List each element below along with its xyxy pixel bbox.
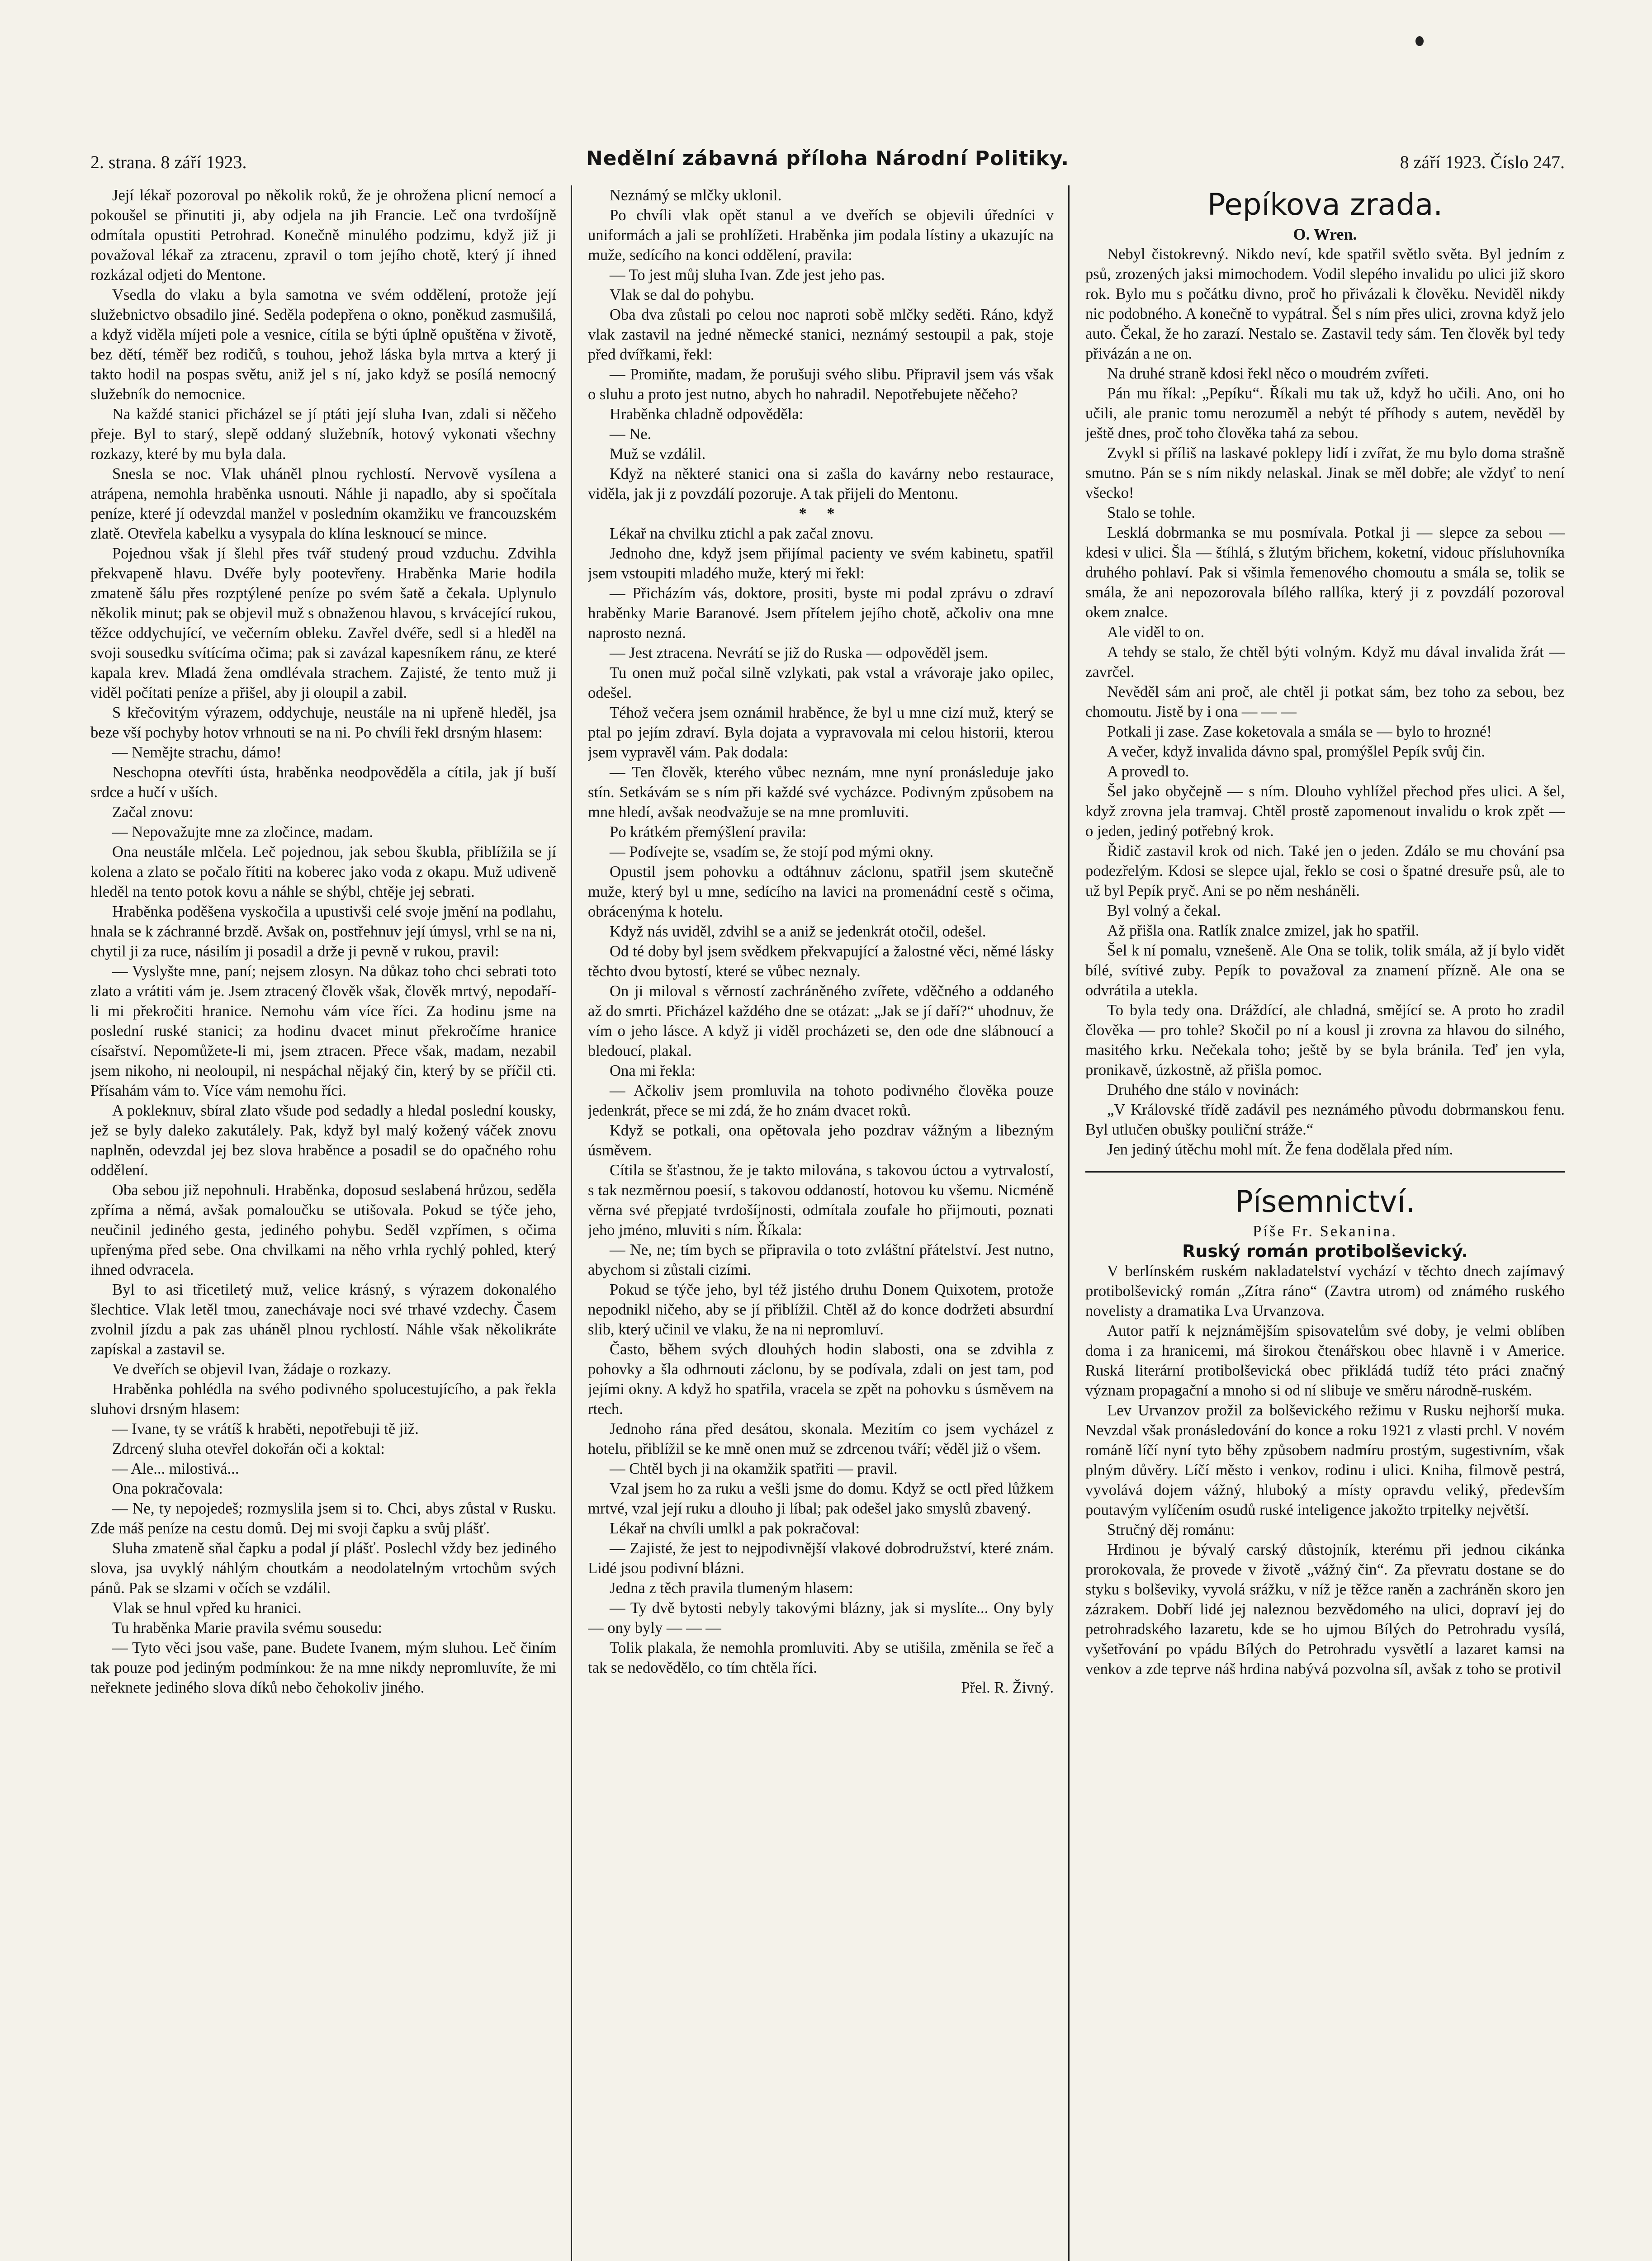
story-paragraph: — Tyto věci jsou vaše, pane. Budete Ivanem, mým sluhou. Leč činím tak pouze pod jediným podmínkou: že na mne nikdy nepromluvíte, že mi neřeknete jediného slova díků nebo čehokoliv jiného. (90, 1639, 556, 1696)
story-paragraph: Oba dva zůstali po celou noc naproti sobě mlčky seděti. Ráno, když vlak zastavil na jedné německé stanici, neznámý sestoupil a pak, stoje před dvířkami, řekl: (588, 306, 1054, 363)
article-paragraph: Jen jediný útěchu mohl mít. Že fena dodělala před ním. (1107, 1141, 1453, 1158)
article-paragraph: Stalo se tohle. (1107, 504, 1195, 521)
story-paragraph: Jednoho dne, když jsem přijímal pacienty ve svém kabinetu, spatřil jsem vstoupiti mladého muže, který mi řekl: (588, 545, 1054, 582)
page-header (90, 147, 1565, 179)
story-paragraph: Ve dveřích se objevil Ivan, žádaje o rozkazy. (112, 1361, 392, 1378)
story-paragraph: Neschopna otevříti ústa, hraběnka neodpověděla a cítila, jak jí buší srdce a hučí v uších. (90, 764, 556, 801)
story-paragraph: Muž se vzdálil. (610, 445, 706, 463)
article-paragraph: Šel k ní pomalu, vznešeně. Ale Ona se tolik, tolik smála, až jí bylo vidět bílé, svítivé zuby. Pepík to považoval za znamení přízně. Ale ona se odvrátila a utekla. (1085, 942, 1565, 999)
story-paragraph: Lékař na chvilku ztichl a pak začal znovu. (610, 525, 874, 542)
story-paragraph: Hraběnka chladně odpověděla: (610, 406, 804, 423)
story-paragraph: Oba sebou již nepohnuli. Hraběnka, doposud seslabená hrůzou, seděla zpříma a němá, avšak pomaloučku se utišovala. Pokud se týče jeho, neučinil jediného gesta, jediného pohybu. Seděl vzpřímen, s očima upřenýma před sebe. Ona chvilkami na něho vrhla rychlý pohled, který ihned odvracela. (90, 1182, 556, 1278)
story-paragraph: Od té doby byl jsem svědkem překvapující a žalostné věci, němé lásky těchto dvou bytostí, které se vůbec neznaly. (588, 943, 1054, 980)
story-paragraph: Ona mi řekla: (610, 1062, 696, 1079)
column-2 (588, 185, 1054, 2261)
story-paragraph: — Ale... milostivá... (112, 1460, 239, 1477)
story-paragraph: Ona neustále mlčela. Leč pojednou, jak sebou škubla, přiblížila se jí kolena a zlato se počalo řítiti na koberec jako voda z okapu. Muž udiveně hleděl na tento potok kovu a náhle se shýbl, chtěje jej sebrati. (90, 843, 556, 900)
story-paragraph: — Ty dvě bytosti nebyly takovými blázny, jak si myslíte... Ony byly — ony byly — — — (588, 1599, 1054, 1637)
story-paragraph: Tu onen muž počal silně vzlykati, pak vstal a vrávoraje jako opilec, odešel. (588, 664, 1054, 701)
story-paragraph: Její lékař pozoroval po několik roků, že je ohrožena plicní nemocí a pokoušel se přinutiti ji, aby odjela na jih Francie. Leč ona tvrdošíjně odmítala opustiti Petrohrad. Konečně minulého podzimu, když již ji považoval lékař za ztracenu, zpravil o tom jejího chotě, který jí ihned rozkázal odjeti do Mentone. (90, 187, 556, 284)
section-separator: * * (799, 505, 843, 522)
story-paragraph: — Zajisté, že jest to nejpodivnější vlakové dobrodružství, které znám. Lidé jsou podivní blázni. (588, 1540, 1054, 1577)
story-paragraph: Hraběnka pohlédla na svého podivného spolucestujícího, a pak řekla sluhovi drsným hlasem: (90, 1381, 556, 1418)
article-paragraph: Druhého dne stálo v novinách: (1107, 1081, 1299, 1098)
story-paragraph: Lékař na chvíli umlkl a pak pokračoval: (610, 1520, 860, 1537)
story-paragraph: — Ivane, ty se vrátíš k hraběti, nepotřebuji tě již. (112, 1420, 419, 1438)
story-paragraph: Po chvíli vlak opět stanul a ve dveřích se objevili úředníci v uniformách a jali se prohlížeti. Hraběnka jim podala lístiny a ukazujíc na muže, sedícího na konci oddělení, pravila: (588, 207, 1054, 264)
story-paragraph: Hraběnka poděšena vyskočila a upustivši celé svoje jmění na podlahu, hnala se k záchranné brzdě. Avšak on, postřehnuv její úmysl, vrhl se na ni, chytil ji za ruce, násilím ji posadil a drže ji pevně v rukou, pravil: (90, 903, 556, 960)
story-paragraph: Po krátkém přemýšlení pravila: (610, 823, 806, 841)
story-paragraph: Tu hraběnka Marie pravila svému sousedu: (112, 1619, 382, 1637)
story-paragraph: Cítila se šťastnou, že je takto milována, s takovou úctou a vytrvalostí, s tak nezměrnou poesií, s takovou oddaností, hotovou ku všemu. Nicméně věrna své přepjaté tvrdošíjnosti, odmítala zoufale ho přijmouti, poznati jeho jméno, mluviti s ním. Říkala: (588, 1162, 1054, 1239)
article-paragraph: A provedl to. (1107, 763, 1189, 780)
story-paragraph: — Chtěl bych ji na okamžik spatřiti — pravil. (610, 1460, 898, 1477)
story-paragraph: Zdrcený sluha otevřel dokořán oči a koktal: (112, 1440, 385, 1457)
article-author: O. Wren. (1293, 225, 1357, 243)
story-paragraph: Vsedla do vlaku a byla samotna ve svém oddělení, protože její služebnictvo obsadilo jiné. Seděla podepřena o okno, poněkud zasmušilá, a když viděla míjeti pole a vesnice, cítila se býti úplně opuštěna v životě, bez dětí, téměř bez rodičů, s touhou, jehož láska byla mrtva a který ji takto hodil na pospas světu, aniž jel s ní, jako když se posílá nemocný služebník do nemocnice. (90, 286, 556, 403)
story-paragraph: — Podívejte se, vsadím se, že stojí pod mými okny. (610, 843, 934, 861)
story-paragraph: Pojednou však jí šlehl přes tvář studený proud vzduchu. Zdvihla překvapeně hlavu. Dvéře byly pootevřeny. Hraběnka Marie hodila zmateně šálu přes rozptýlené peníze po svém šatě a čekala. Uplynulo několik minut; pak se objevil muž s obnaženou hlavou, s krvácející rukou, těžce oddychující, ve večerním obleku. Zavřel dvéře, sedl si a hleděl na svoji sousedku svítícíma očima; pak si zavázal kapesníkem ránu, ze které kapala krev. Mladá žena omdlévala strachem. Zajisté, že tento muž ji viděl počítati peníze a přišel, aby ji oloupil a zabil. (90, 545, 556, 701)
article-title: Pepíkova zrada. (1207, 187, 1443, 222)
header-date-left: 2. strana. 8 září 1923. (90, 152, 247, 172)
story-paragraph: Jedna z těch pravila tlumeným hlasem: (610, 1580, 853, 1597)
article-paragraph: A večer, když invalida dávno spal, promýšlel Pepík svůj čin. (1107, 743, 1486, 760)
story-paragraph: — Ačkoliv jsem promluvila na tohoto podivného člověka pouze jedenkrát, přece se mi zdá, že ho znám dvacet roků. (588, 1082, 1054, 1119)
story-paragraph: Pokud se týče jeho, byl též jistého druhu Donem Quixotem, protože nepodnikl ničeho, aby se jí přiblížil. Chtěl až do konce dodržeti absurdní slib, který učinil ve vlaku, že na ni nepromluví. (588, 1281, 1054, 1338)
column-3 (1085, 185, 1565, 2261)
section-title: Písemnictví. (1235, 1184, 1415, 1219)
story-paragraph: Vzal jsem ho za ruku a vešli jsme do domu. Když se octl před lůžkem mrtvé, vzal její ruku a dlouho ji líbal; pak odešel jako smyslů zbavený. (588, 1480, 1054, 1517)
section-subhead: Ruský román protibolševický. (1182, 1241, 1468, 1261)
story-paragraph: Na každé stanici přicházel se jí ptáti její sluha Ivan, zdali si něčeho přeje. Byl to starý, slepě oddaný služebník, hotový vykonati všechny rozkazy, které by mu byla dala. (90, 406, 556, 463)
article-paragraph: Řidič zastavil krok od nich. Také jen o jeden. Zdálo se mu chování psa podezřelým. Kdosi se slepce ujal, řeklo se cosi o špatné dresuře psů, ale to už byl Pepík pryč. Ani se po něm nesháněli. (1085, 842, 1565, 899)
article-paragraph: Pán mu říkal: „Pepíku“. Říkali mu tak už, když ho učili. Ano, oni ho učili, ale pranic tomu nerozuměl a nebýt té příhody s autem, nevěděl by ještě dnes, proč toho člověka tahá za sebou. (1085, 385, 1565, 442)
review-paragraph: Stručný děj románu: (1107, 1521, 1235, 1538)
header-date-right: 8 září 1923. Číslo 247. (1400, 152, 1565, 172)
article-paragraph: To byla tedy ona. Dráždící, ale chladná, smějící se. A proto ho zradil člověka — pro tohle? Skočil po ní a kousl ji zrovna za hlavou do silného, masitého krku. Nečekala toho; ještě by se byla bránila. Teď jen vyla, pronikavě, úzkostně, až přišla pomoc. (1085, 1002, 1565, 1078)
story-paragraph: On ji miloval s věrností zachráněného zvířete, vděčného a oddaného až do smrti. Přicházel každého dne se otázat: „Jak se jí daří?“ uhodnuv, že vím o jeho lásce. A když ji viděl procházeti se, den ode dne slábnoucí a bledoucí, plakal. (588, 983, 1054, 1060)
story-paragraph: — To jest můj sluha Ivan. Zde jest jeho pas. (610, 266, 885, 284)
article-paragraph: Ale viděl to on. (1107, 624, 1205, 641)
review-paragraph: Lev Urvanzov prožil za bolševického režimu v Rusku nejhorší muka. Nevzdal však pronásledování do konce a roku 1921 z vlasti prchl. V novém románě líčí nyní tyto běhy způsobem nadmíru prostým, sugestivním, však plným důvěry. Líčí město i venkov, rodinu i ulici. Kniha, filmově pestrá, vyvolává dojem vážný, hluboký a místy opravdu veliký, především poutavým vylíčením osudů ruské inteligence jakožto trpitelky největší. (1085, 1402, 1565, 1518)
story-paragraph: — Ne, ne; tím bych se připravila o toto zvláštní přátelství. Jest nutno, abychom si zůstali cizími. (588, 1241, 1054, 1278)
article-paragraph: Potkali ji zase. Zase koketovala a smála se — bylo to hrozné! (1107, 723, 1492, 740)
story-paragraph: Tolik plakala, že nemohla promluviti. Aby se utišila, změnila se řeč a tak se nedovědělo, co tím chtěla říci. (588, 1639, 1054, 1676)
story-paragraph: Když nás uviděl, zdvihl se a aniž se jedenkrát otočil, odešel. (610, 923, 986, 940)
article-paragraph: Šel jako obyčejně — s ním. Dlouho vyhlížel přechod přes ulici. A šel, když zrovna jela tramvaj. Chtěl prostě zapomenout invalidu o krok zpět — o jeden, jediný potřebný krok. (1085, 783, 1565, 840)
section-author: Píše Fr. Sekanina. (1253, 1223, 1397, 1240)
article-paragraph: Lesklá dobrmanka se mu posmívala. Potkal ji — slepce za sebou — kdesi v ulici. Šla — štíhlá, s žlutým břichem, koketní, vidouc přísluhovníka druhého pohlaví. Pak si všimla řemenového chomoutu a smála se, tolik se smála, že ani nepozorovala bílého rallíka, který ji z povzdálí pozoroval okem znalce. (1085, 524, 1565, 621)
review-paragraph: V berlínském ruském nakladatelství vychází v těchto dnech zajímavý protibolševický román „Zítra ráno“ (Zavtra utrom) od známého ruského novelisty a dramatika Lva Urvanzova. (1085, 1263, 1565, 1320)
story-paragraph: Začal znovu: (112, 804, 194, 821)
story-paragraph: Snesla se noc. Vlak uháněl plnou rychlostí. Nervově vysílena a atrápena, nemohla hraběnka usnouti. Náhle ji napadlo, aby si spočítala peníze, které jí odevzdal manžel v posledním okamžiku ve francouzském zlatě. Otevřela kabelku a vysypala do klína lesknoucí se mince. (90, 465, 556, 542)
story-paragraph: Když se potkali, ona opětovala jeho pozdrav vážným a libezným úsměvem. (588, 1122, 1054, 1159)
article-paragraph: Nebyl čistokrevný. Nikdo neví, kde spatřil světlo světa. Byl jedním z psů, zrozených jaksi mimochodem. Vodil slepého invalidu po ulici již skoro rok. Bylo mu s počátku divno, proč ho přivázali k člověku. Neviděl nikdy nic podobného. A konečně to vypátral. Šel s ním přes ulici, zrovna když jelo auto. Čekal, že ho zarazí. Nestalo se. Zastavil tedy sám. Ten člověk byl tedy přivázán a ne on. (1085, 246, 1565, 362)
story-paragraph: Opustil jsem pohovku a odtáhnuv záclonu, spatřil jsem skutečně muže, který byl u mne, sedícího na lavici na promenádní cestě s očima, obrácenýma k hotelu. (588, 863, 1054, 920)
column-divider (1068, 185, 1070, 2261)
story-paragraph: Často, během svých dlouhých hodin slabosti, ona se zdvihla z pohovky a šla odhrnouti záclonu, by se podívala, zdali on jest tam, pod jejími okny. A když ho spatřila, vracela se zpět na pohovku s úsměvem na rtech. (588, 1341, 1054, 1418)
story-paragraph: — Ne, ty nepojedeš; rozmyslila jsem si to. Chci, abys zůstal v Rusku. Zde máš peníze na cestu domů. Dej mi svoji čapku a svůj plášť. (90, 1500, 556, 1537)
translator-signature: Přel. R. Živný. (961, 1679, 1054, 1696)
story-paragraph: A pokleknuv, sbíral zlato všude pod sedadly a hledal poslední kousky, jež se byly daleko zakutálely. Pak, když byl malý kožený váček znovu naplněn, odevzdal jej bez slova hraběnce a posadil se do opačného rohu oddělení. (90, 1102, 556, 1179)
story-paragraph: Neznámý se mlčky uklonil. (610, 187, 782, 204)
article-paragraph: Na druhé straně kdosi řekl něco o moudrém zvířeti. (1107, 365, 1429, 382)
story-paragraph: Téhož večera jsem oznámil hraběnce, že byl u mne cizí muž, který se ptal po jejím zdraví. Byla dojata a vypravovala mi celou historii, kterou jsem vypravěl vám. Pak dodala: (588, 704, 1054, 761)
article-paragraph: Až přišla ona. Ratlík znalce zmizel, jak ho spatřil. (1107, 922, 1420, 939)
story-paragraph: — Ne. (610, 426, 652, 443)
article-paragraph: Zvykl si příliš na laskavé poklepy lidí i zvířat, že mu bylo doma strašně smutno. Pán se s ním nikdy nelaskal. Jinak se měl dobře; ale vždyť to není všecko! (1085, 445, 1565, 501)
story-paragraph: Jednoho rána před desátou, skonala. Mezitím co jsem vycházel z hotelu, přiblížil se ke mně onen muž se zdrcenou tváří; věděl již o všem. (588, 1420, 1054, 1457)
story-paragraph: — Promiňte, madam, že porušuji svého slibu. Připravil jsem vás však o sluhu a proto jest nutno, abych ho nahradil. Nepotřebujete něčeho? (588, 366, 1054, 403)
story-paragraph: Když na některé stanici ona si zašla do kavárny nebo restaurace, viděla, jak ji z povzdálí pozoruje. A tak přijeli do Mentonu. (588, 465, 1054, 502)
review-paragraph: Hrdinou je bývalý carský důstojník, kterému při jednou cikánka prorokovala, že provede v životě „vážný čin“. Za převratu dostane se do styku s bolševiky, vyvolá srážku, v níž je těžce raněn a zachráněn skoro jen zázrakem. Dobří lidé jej naleznou bezvědomého na ulici, dopraví jej do petrohradského lazaretu, kde se ho ujmou Bílých do Petrohradu vysílá, vyšetřování po vpádu Bílých do Petrohradu vysvětlí a lazaret kamsi na venkov a zde teprve náš hrdina nabývá pozvolna síl, avšak z toho se protivil (1085, 1541, 1565, 1678)
story-paragraph: — Nepovažujte mne za zločince, madam. (112, 823, 374, 841)
ink-spot (1415, 36, 1424, 46)
story-paragraph: S křečovitým výrazem, oddychuje, neustále na ni upřeně hleděl, jsa beze vší pochyby hotov vrhnouti se na ni. Po chvíli řekl drsným hlasem: (90, 704, 556, 741)
section-divider (1085, 1171, 1565, 1173)
story-paragraph: — Jest ztracena. Nevrátí se již do Ruska — odpověděl jsem. (610, 644, 989, 662)
review-paragraph: Autor patří k nejznámějším spisovatelům své doby, je velmi oblíben doma i za hranicemi, má širokou čtenářskou obec hlavně i v Americe. Ruská literární protibolševická obec přikládá tudíž této práci značný význam propagační a mnoho si od ní slibuje ve směru národně-ruském. (1085, 1322, 1565, 1399)
story-paragraph: Sluha zmateně sňal čapku a podal jí plášť. Poslechl vždy bez jediného slova, jsa uvyklý náhlým choutkám a neodolatelným vrtochům svých pánů. Pak se slzami v očích se vzdálil. (90, 1540, 556, 1597)
story-paragraph: Byl to asi třicetiletý muž, velice krásný, s výrazem dokonalého šlechtice. Vlak letěl tmou, zanechávaje noci své trhavé vzdechy. Časem zvolnil jízdu a pak zas uháněl plnou rychlostí. Náhle však několikráte zapískal a zastavil se. (90, 1281, 556, 1358)
story-paragraph: Ona pokračovala: (112, 1480, 223, 1497)
column-divider (571, 185, 572, 2261)
header-masthead: Nedělní zábavná příloha Národní Politiky. (586, 147, 1070, 170)
story-paragraph: Vlak se dal do pohybu. (610, 286, 754, 303)
article-paragraph: Byl volný a čekal. (1107, 902, 1221, 919)
article-paragraph: A tehdy se stalo, že chtěl býti volným. Když mu dával invalida žrát — zavrčel. (1085, 643, 1565, 681)
story-paragraph: — Vyslyšte mne, paní; nejsem zlosyn. Na důkaz toho chci sebrati toto zlato a vrátiti vám je. Jsem ztracený člověk však, člověk mrtvý, nepodaří-li mi překročiti hranice. Nemohu vám více říci. Za hodinu jsme na poslední ruské stanici; za hodinu dvacet minut překročíme hranice císařství. Nepomůžete-li mi, jsem ztracen. Přece však, madam, nezabil jsem nikoho, ni neoloupil, ni nespáchal nějaký čin, který by se příčil cti. Přísahám vám to. Více vám nemohu říci. (90, 963, 556, 1099)
article-paragraph: Nevěděl sám ani proč, ale chtěl ji potkat sám, bez toho za sebou, bez chomoutu. Jistě by i ona — — — (1085, 683, 1565, 720)
story-paragraph: — Nemějte strachu, dámo! (112, 744, 282, 761)
story-paragraph: — Přicházím vás, doktore, prositi, byste mi podal zprávu o zdraví hraběnky Marie Baranové. Jsem přítelem jejího chotě, ačkoliv ona mne naprosto nezná. (588, 585, 1054, 642)
article-paragraph: „V Královské třídě zadávil pes neznámého původu dobrmanskou fenu. Byl utlučen obušky pouliční stráže.“ (1085, 1101, 1565, 1138)
story-paragraph: Vlak se hnul vpřed ku hranici. (112, 1599, 302, 1617)
column-1 (90, 185, 556, 2261)
story-paragraph: — Ten člověk, kterého vůbec neznám, mne nyní pronásleduje jako stín. Setkávám se s ním při každé své vycházce. Podivným způsobem na mne hledí, avšak neodvažuje se na mne promluviti. (588, 764, 1054, 821)
